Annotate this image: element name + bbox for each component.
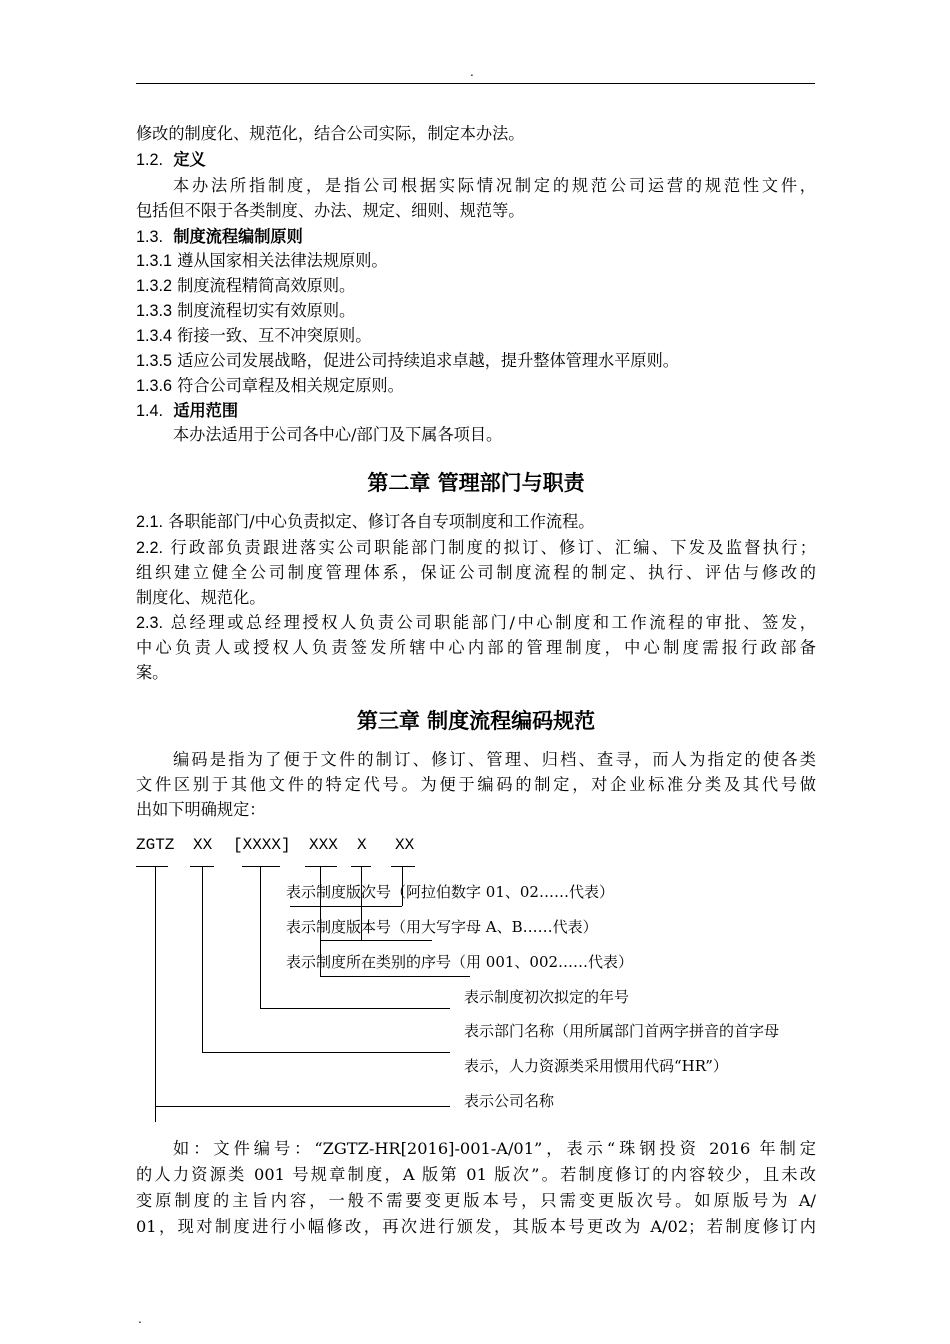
item-number: 1.3.3 (136, 302, 173, 320)
footer-mark: . (138, 1312, 142, 1326)
duty-item (136, 610, 816, 636)
text-line: 01，现对制度进行小幅修改，再次进行颁发，其版本号更改为 A/02；若制度修订内 (136, 1217, 816, 1236)
label-serial: 表示制度所在类别的序号（用 001、002……代表） (286, 953, 634, 971)
principle-item (136, 348, 816, 374)
text-line: 组织建立健全公司制度管理体系，保证公司制度流程的制定、执行、评估与修改的 (136, 563, 816, 582)
item-text: 各职能部门/中心负责拟定、修订各自专项制度和工作流程。 (168, 512, 595, 531)
text-line: 的人力资源类 001 号规章制度，A 版第 01 版次”。若制度修订的内容较少，且未改 (136, 1165, 816, 1184)
code-segment-version: X (357, 836, 367, 854)
leader-company (155, 1106, 450, 1107)
underline-serial (305, 866, 337, 867)
section-number: 1.3. (136, 228, 164, 246)
connector-company (155, 866, 156, 1122)
section-title: 定义 (173, 150, 206, 169)
code-segment-company: ZGTZ (136, 836, 175, 854)
section-title: 适用范围 (173, 401, 239, 420)
item-text: 行政部负责跟进落实公司职能部门制度的拟订、修订、汇编、下发及监督执行； (170, 538, 816, 557)
item-number: 2.3. (136, 614, 164, 632)
chapter-3-title: 第三章 制度流程编码规范 (356, 709, 596, 733)
text-line: 如：文件编号：“ZGTZ-HR[2016]-001-A/01”，表示“珠钢投资 2016 年制定 (173, 1139, 816, 1158)
text-line: 本办法所指制度，是指公司根据实际情况制定的规范公司运营的规范性文件， (173, 176, 816, 195)
underline-company (136, 866, 168, 867)
connector-year (260, 866, 261, 1008)
principle-item (136, 298, 816, 324)
duty-item (136, 535, 816, 561)
code-segment-revision: XX (395, 836, 415, 854)
header-rule (136, 83, 815, 84)
label-department: 表示部门名称（用所属部门首两字拼音的首字母 (464, 1022, 780, 1040)
label-department-cont: 表示，人力资源类采用惯用代码“HR”） (464, 1057, 728, 1075)
text-line: 修改的制度化、规范化，结合公司实际，制定本办法。 (136, 124, 525, 143)
underline-year (242, 866, 280, 867)
item-text: 总经理或总经理授权人负责公司职能部门/中心制度和工作流程的审批、签发， (170, 613, 816, 632)
section-number: 1.4. (136, 402, 164, 420)
leader-department (202, 1052, 450, 1053)
text-line: 中心负责人或授权人负责签发所辖中心内部的管理制度，中心制度需报行政部备 (136, 638, 816, 657)
text-line: 包括但不限于各类制度、办法、规定、细则、规范等。 (136, 201, 525, 220)
item-number: 1.3.1 (136, 252, 173, 270)
item-text: 遵从国家相关法律法规原则。 (177, 251, 388, 270)
item-number: 1.3.5 (136, 352, 173, 370)
code-segment-department: XX (193, 836, 213, 854)
item-number: 1.3.2 (136, 277, 173, 295)
leader-version (320, 940, 432, 941)
section-heading-1-4 (136, 398, 816, 424)
text-line: 本办法适用于公司各中心/部门及下属各项目。 (173, 425, 503, 444)
item-text: 制度流程精简高效原则。 (177, 276, 356, 295)
text-line: 制度化、规范化。 (136, 588, 266, 607)
code-segment-serial: XXX (309, 836, 338, 854)
principle-item (136, 373, 816, 399)
item-number: 2.1. (136, 513, 164, 531)
item-number: 1.3.6 (136, 377, 173, 395)
duty-item (136, 509, 816, 535)
item-number: 2.2. (136, 539, 164, 557)
text-line: 变原制度的主旨内容，一般不需要变更版本号，只需变更版次号。如原版号为 A/ (136, 1191, 816, 1210)
code-segment-year: [XXXX] (233, 836, 291, 854)
text-line: 出如下明确规定： (136, 800, 266, 819)
connector-department (202, 866, 203, 1052)
chapter-2-title: 第二章 管理部门与职责 (367, 471, 585, 495)
item-text: 制度流程切实有效原则。 (177, 301, 356, 320)
label-version: 表示制度版本号（用大写字母 A、B……代表） (286, 918, 598, 936)
leader-year (260, 1008, 450, 1009)
section-number: 1.2. (136, 151, 164, 169)
section-heading-1-2 (136, 147, 816, 173)
label-year: 表示制度初次拟定的年号 (464, 988, 630, 1006)
label-company: 表示公司名称 (464, 1092, 555, 1110)
item-text: 符合公司章程及相关规定原则。 (177, 376, 404, 395)
item-number: 1.3.4 (136, 327, 173, 345)
principle-item (136, 323, 816, 349)
text-line: 文件区别于其他文件的特定代号。为便于编码的制定，对企业标准分类及其代号做 (136, 775, 816, 794)
item-text: 衔接一致、互不冲突原则。 (177, 326, 372, 345)
principle-item (136, 248, 816, 274)
underline-revision (391, 866, 415, 867)
item-text: 适应公司发展战略，促进公司持续追求卓越，提升整体管理水平原则。 (177, 351, 679, 370)
principle-item (136, 273, 816, 299)
text-line: 案。 (136, 663, 169, 682)
leader-serial (320, 976, 470, 977)
header-mark: . (470, 65, 474, 79)
label-revision: 表示制度版次号（阿拉伯数字 01、02……代表） (286, 883, 614, 901)
section-heading-1-3 (136, 224, 816, 250)
leader-revision (290, 906, 402, 907)
section-title: 制度流程编制原则 (173, 227, 303, 246)
text-line: 编码是指为了便于文件的制订、修订、管理、归档、查寻，而人为指定的使各类 (173, 750, 816, 769)
